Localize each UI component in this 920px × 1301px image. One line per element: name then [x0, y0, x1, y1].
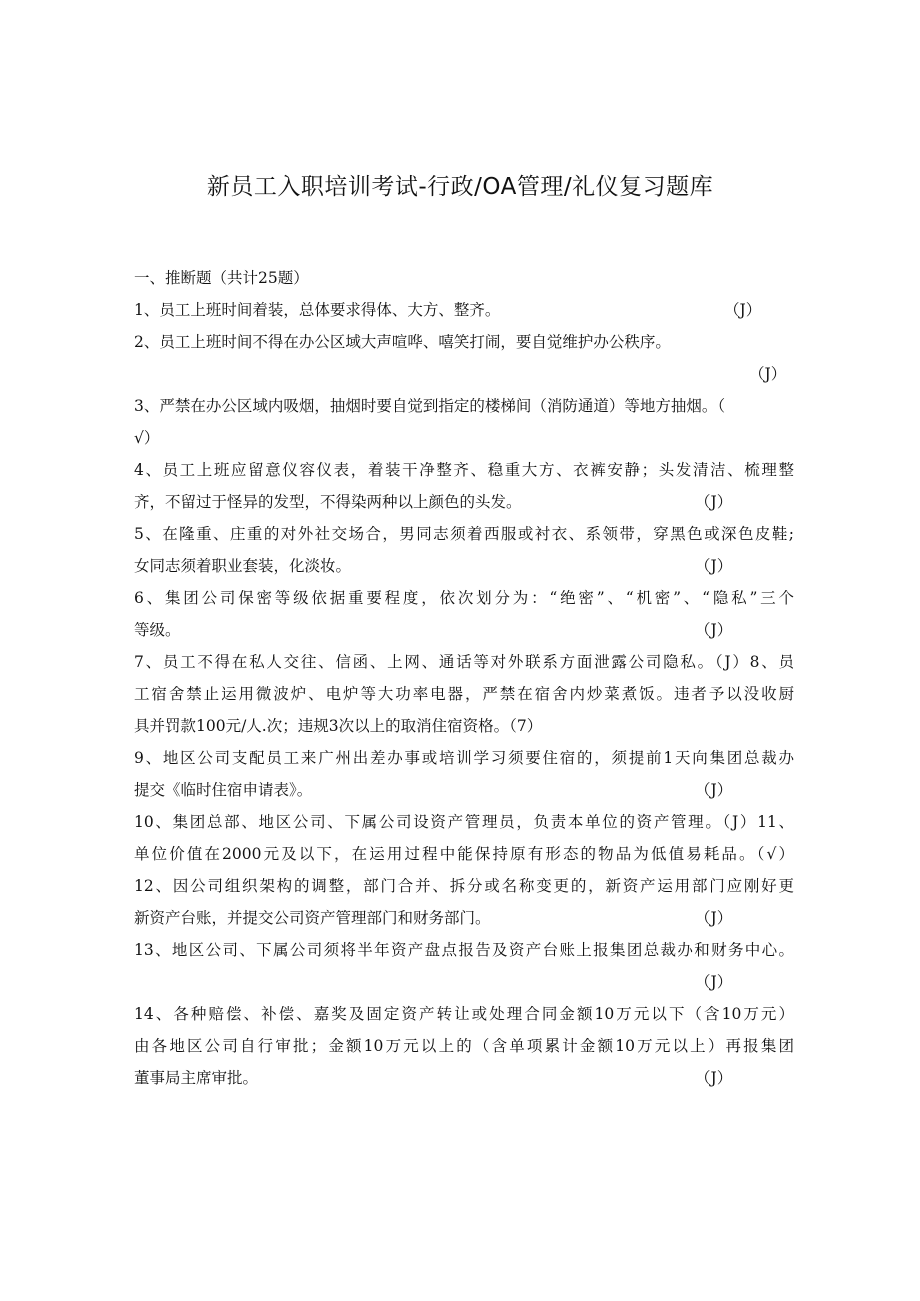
question-line-13: 13、地区公司、下属公司须将半年资产盘点报告及资产台账上报集团总裁办和财务中心。: [134, 941, 794, 959]
question-line-5: 5、在隆重、庄重的对外社交场合，男同志须着西服或衬衣、系领带，穿黑色或深色皮鞋;: [134, 525, 794, 543]
question-line-4: 4、员工上班应留意仪容仪表，着装干净整齐、稳重大方、衣裤安静；头发清洁、梳理整: [134, 461, 794, 479]
section-heading: 一、推断题（共计25题）: [134, 269, 309, 287]
question-line-5b: 女同志须着职业套装，化淡妆。: [134, 557, 352, 575]
question-line-3b: √）: [134, 429, 160, 447]
answer-mark-q12: （J）: [695, 909, 733, 927]
question-line-8b: 具并罚款100元/人.次；违规3次以上的取消住宿资格。（7）: [134, 717, 543, 735]
question-line-14b: 由各地区公司自行审批；金额10万元以上的（含单项累计金额10万元以上）再报集团: [134, 1037, 794, 1055]
question-line-14c: 董事局主席审批。: [134, 1069, 259, 1087]
question-line-11: 单位价值在2000元及以下，在运用过程中能保持原有形态的物品为低值易耗品。（√）: [134, 845, 794, 863]
answer-mark-q9: （J）: [695, 781, 733, 799]
question-line-3: 3、严禁在办公区域内吸烟，抽烟时要自觉到指定的楼梯间（消防通道）等地方抽烟。（: [134, 397, 726, 415]
answer-mark-q4: （J）: [695, 493, 733, 511]
page-title: 新员工入职培训考试-行政/OA管理/礼仪复习题库: [206, 174, 714, 200]
question-line-6: 6、集团公司保密等级依据重要程度，依次划分为：“绝密”、“机密”、“隐私”三个: [134, 589, 794, 607]
question-line-6b: 等级。: [134, 621, 181, 639]
question-line-9b: 提交《临时住宿申请表》。: [134, 781, 313, 799]
question-line-7: 7、员工不得在私人交往、信函、上网、通话等对外联系方面泄露公司隐私。（J）8、员: [134, 653, 794, 671]
answer-mark-q6: （J）: [695, 621, 733, 639]
answer-mark-q5: （J）: [695, 557, 733, 575]
question-line-2: 2、员工上班时间不得在办公区域大声喧哗、嘻笑打闹，要自觉维护办公秩序。: [134, 333, 671, 351]
question-line-9: 9、地区公司支配员工来广州出差办事或培训学习须要住宿的，须提前1天向集团总裁办: [134, 749, 794, 767]
question-line-12b: 新资产台账，并提交公司资产管理部门和财务部门。: [134, 909, 491, 927]
question-line-14: 14、各种赔偿、补偿、嘉奖及固定资产转让或处理合同金额10万元以下（含10万元）: [134, 1005, 794, 1023]
answer-mark-q1: （J）: [724, 301, 762, 319]
answer-mark-q2: （J）: [749, 365, 787, 383]
question-line-10: 10、集团总部、地区公司、下属公司设资产管理员，负责本单位的资产管理。（J）11、: [134, 813, 794, 831]
question-line-8: 工宿舍禁止运用微波炉、电炉等大功率电器，严禁在宿舍内炒菜煮饭。违者予以没收厨: [134, 685, 794, 703]
question-line-4b: 齐，不留过于怪异的发型，不得染两种以上颜色的头发。: [134, 493, 522, 511]
question-line-12: 12、因公司组织架构的调整，部门合并、拆分或名称变更的，新资产运用部门应刚好更: [134, 877, 794, 895]
answer-mark-q14: （J）: [695, 1069, 733, 1087]
question-line-1: 1、员工上班时间着装，总体要求得体、大方、整齐。: [134, 301, 501, 319]
answer-mark-q13: （J）: [695, 973, 733, 991]
